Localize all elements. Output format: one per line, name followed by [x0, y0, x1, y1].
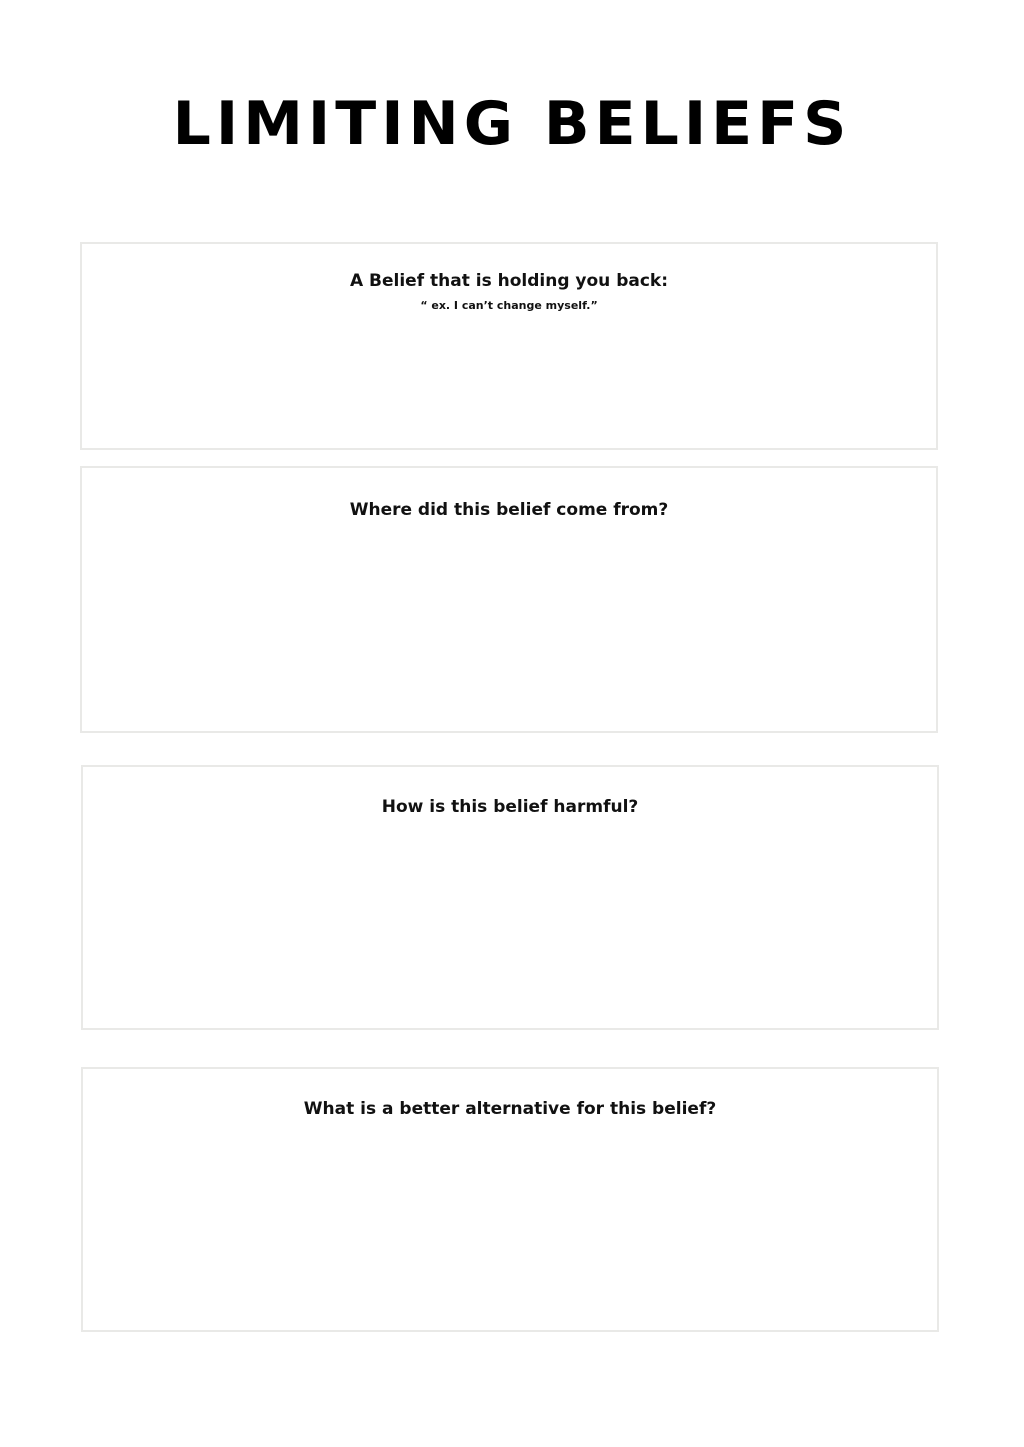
harm-box[interactable] [81, 765, 939, 1030]
alternative-prompt: What is a better alternative for this belief? [303, 1099, 717, 1119]
belief-prompt: A Belief that is holding you back: [349, 271, 669, 291]
page-title: LIMITING BELIEFS [172, 89, 852, 159]
origin-box[interactable] [80, 466, 938, 733]
harm-prompt: How is this belief harmful? [381, 797, 639, 817]
origin-prompt: Where did this belief come from? [349, 500, 669, 520]
belief-example: “ ex. I can’t change myself.” [420, 299, 598, 312]
alternative-box[interactable] [81, 1067, 939, 1332]
belief-box[interactable] [80, 242, 938, 450]
